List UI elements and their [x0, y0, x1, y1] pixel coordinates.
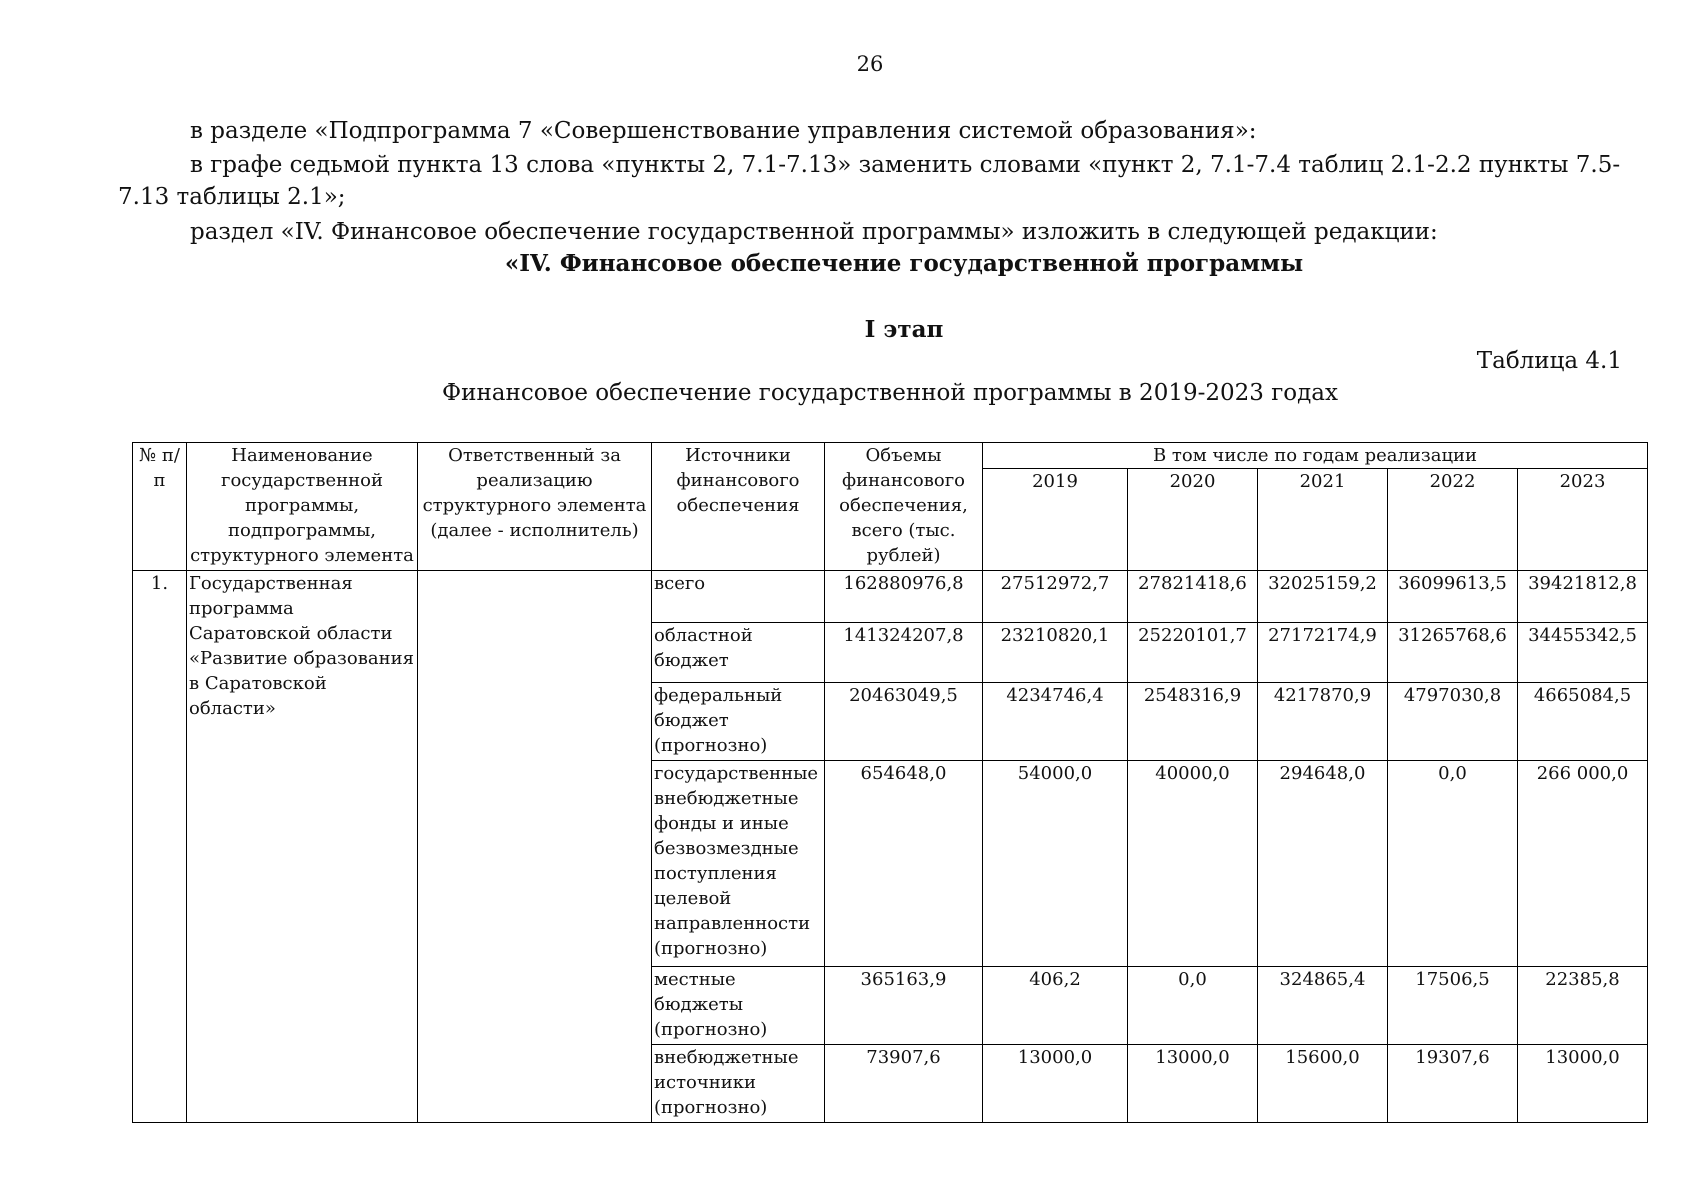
year-2020-cell: 0,0 [1128, 967, 1258, 1045]
year-2021-cell: 15600,0 [1258, 1045, 1388, 1123]
total-cell: 365163,9 [825, 967, 983, 1045]
paragraph-section-iv: раздел «IV. Финансовое обеспечение государственной программы» изложить в следующей редакции: [190, 219, 1438, 245]
year-2020-cell: 27821418,6 [1128, 571, 1258, 623]
year-2020-cell: 2548316,9 [1128, 683, 1258, 761]
page-number: 26 [856, 52, 884, 76]
year-2022-cell: 0,0 [1388, 761, 1518, 967]
table-title: Финансовое обеспечение государственной программы в 2019-2023 годах [442, 380, 1338, 406]
section-heading: «IV. Финансовое обеспечение государственной программы [504, 250, 1304, 277]
header-year-2023: 2023 [1518, 469, 1648, 571]
year-2023-cell: 266 000,0 [1518, 761, 1648, 967]
paragraph-column-seven: в графе седьмой пункта 13 слова «пункты 2, 7.1-7.13» заменить словами «пункт 2, 7.1-7.4 таблиц 2.1-2.2 пункты 7.5- [190, 152, 1621, 178]
total-cell: 141324207,8 [825, 623, 983, 683]
year-2023-cell: 22385,8 [1518, 967, 1648, 1045]
source-cell: внебюджетные источники (прогнозно) [652, 1045, 825, 1123]
header-responsible: Ответственный за реализацию структурного элемента (далее - исполнитель) [418, 443, 652, 571]
header-num: № п/п [133, 443, 187, 571]
program-name: Государственная программа Саратовской области «Развитие образования в Саратовской области» [187, 571, 418, 1123]
header-year-2020: 2020 [1128, 469, 1258, 571]
year-2022-cell: 19307,6 [1388, 1045, 1518, 1123]
table-row [133, 571, 1648, 623]
year-2023-cell: 39421812,8 [1518, 571, 1648, 623]
year-2019-cell: 27512972,7 [983, 571, 1128, 623]
year-2020-cell: 40000,0 [1128, 761, 1258, 967]
table-number: Таблица 4.1 [1476, 348, 1622, 374]
source-cell: всего [652, 571, 825, 623]
year-2021-cell: 324865,4 [1258, 967, 1388, 1045]
year-2022-cell: 31265768,6 [1388, 623, 1518, 683]
year-2021-cell: 294648,0 [1258, 761, 1388, 967]
year-2020-cell: 13000,0 [1128, 1045, 1258, 1123]
header-name: Наименование государственной программы, подпрограммы, структурного элемента [187, 443, 418, 571]
total-cell: 20463049,5 [825, 683, 983, 761]
total-cell: 654648,0 [825, 761, 983, 967]
year-2022-cell: 17506,5 [1388, 967, 1518, 1045]
total-cell: 162880976,8 [825, 571, 983, 623]
year-2019-cell: 54000,0 [983, 761, 1128, 967]
header-year-2022: 2022 [1388, 469, 1518, 571]
year-2019-cell: 4234746,4 [983, 683, 1128, 761]
source-cell: местные бюджеты (прогнозно) [652, 967, 825, 1045]
year-2022-cell: 4797030,8 [1388, 683, 1518, 761]
paragraph-column-seven-continued: 7.13 таблицы 2.1»; [118, 184, 346, 210]
year-2020-cell: 25220101,7 [1128, 623, 1258, 683]
stage-heading: I этап [864, 316, 944, 343]
year-2023-cell: 34455342,5 [1518, 623, 1648, 683]
source-cell: областной бюджет [652, 623, 825, 683]
total-cell: 73907,6 [825, 1045, 983, 1123]
paragraph-subprogram-7: в разделе «Подпрограмма 7 «Совершенствование управления системой образования»: [190, 118, 1257, 144]
year-2021-cell: 32025159,2 [1258, 571, 1388, 623]
responsible-cell [418, 571, 652, 1123]
header-year-2019: 2019 [983, 469, 1128, 571]
year-2023-cell: 4665084,5 [1518, 683, 1648, 761]
year-2019-cell: 406,2 [983, 967, 1128, 1045]
header-sources: Источники финансового обеспечения [652, 443, 825, 571]
year-2021-cell: 4217870,9 [1258, 683, 1388, 761]
source-cell: государственные внебюджетные фонды и иные безвозмездные поступления целевой направленности (прогнозно) [652, 761, 825, 967]
year-2021-cell: 27172174,9 [1258, 623, 1388, 683]
year-2022-cell: 36099613,5 [1388, 571, 1518, 623]
year-2023-cell: 13000,0 [1518, 1045, 1648, 1123]
header-total: Объемы финансового обеспечения, всего (тыс. рублей) [825, 443, 983, 571]
year-2019-cell: 23210820,1 [983, 623, 1128, 683]
row-number: 1. [133, 571, 187, 1123]
financing-table [132, 442, 1648, 1123]
header-by-years: В том числе по годам реализации [983, 443, 1648, 469]
header-year-2021: 2021 [1258, 469, 1388, 571]
source-cell: федеральный бюджет (прогнозно) [652, 683, 825, 761]
year-2019-cell: 13000,0 [983, 1045, 1128, 1123]
